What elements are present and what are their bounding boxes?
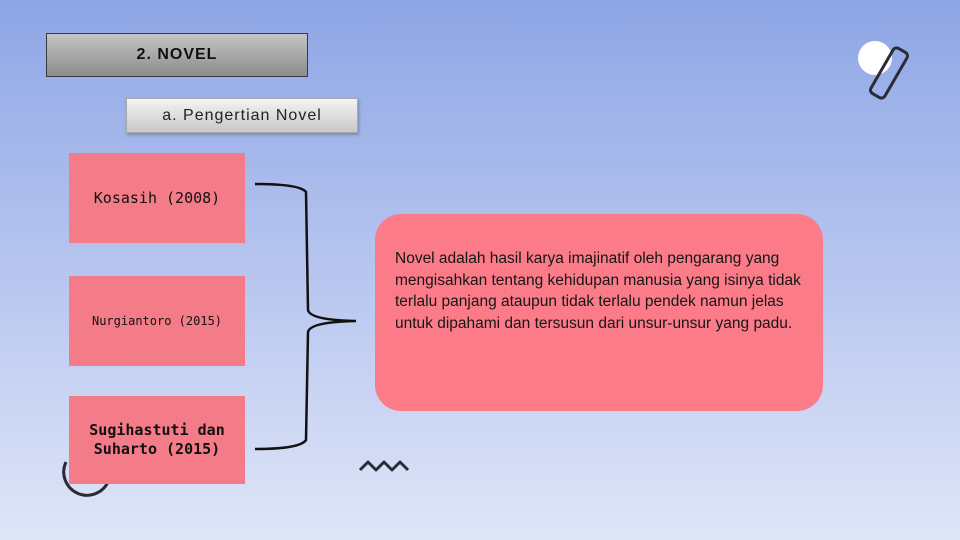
author-nurgiantoro: Nurgiantoro (2015)	[69, 276, 245, 366]
author-kosasih: Kosasih (2008)	[69, 153, 245, 243]
author-sugihastuti-label: Sugihastuti dan Suharto (2015)	[89, 420, 225, 458]
section-subtitle: a. Pengertian Novel	[126, 98, 358, 133]
definition-text: Novel adalah hasil karya imajinatif oleh pengarang yang mengisahkan tentang kehidupan manusia yang isinya tidak terlalu panjang ataupun tidak terlalu pendek namun jelas untuk dipahami dan tersusun dari unsur-unsur yang padu.	[395, 250, 801, 332]
section-title: 2. NOVEL	[46, 33, 308, 77]
